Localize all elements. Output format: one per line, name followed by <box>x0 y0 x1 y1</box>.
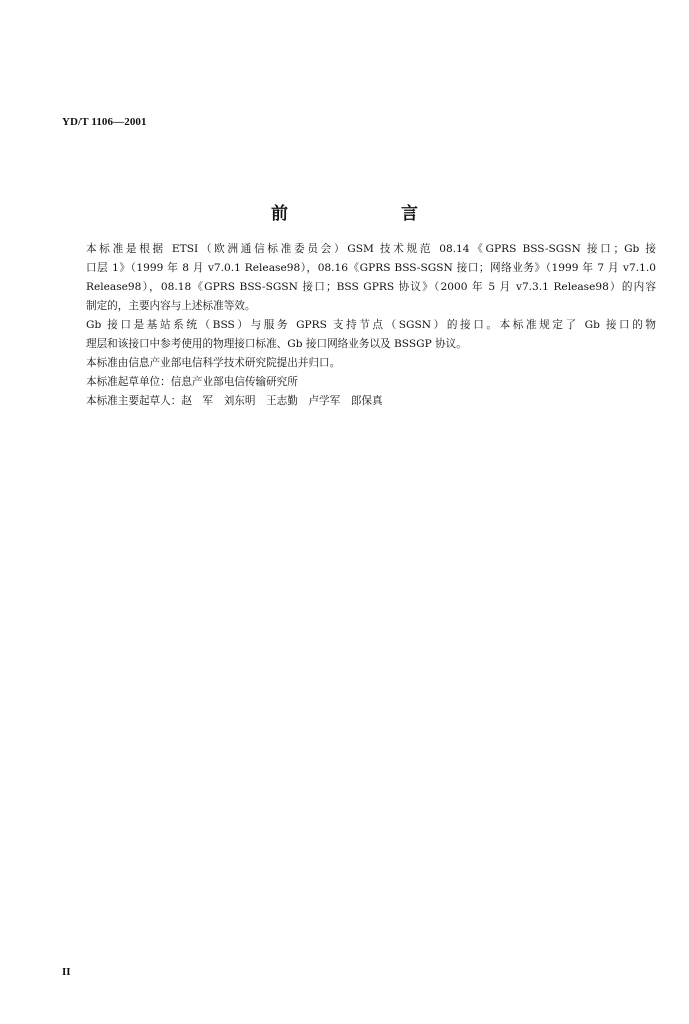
paragraph-line: 本标准由信息产业部电信科学技术研究院提出并归口。 <box>86 357 341 369</box>
paragraph-line: 口层 1》（1999 年 8 月 v7.0.1 Release98），08.16《GPRS BSS-SGSN 接口；网络业务》（1999 年 7 月 v7.1.0 <box>86 262 656 274</box>
page-title: 前 言 <box>271 204 466 224</box>
paragraph-line: 制定的，主要内容与上述标准等效。 <box>86 300 256 312</box>
paragraph-scope <box>62 316 656 354</box>
paragraph-basis <box>62 240 656 316</box>
paragraph-line: Release98），08.18《GPRS BSS-SGSN 接口；BSS GPRS 协议》（2000 年 5 月 v7.3.1 Release98）的内容 <box>86 281 656 293</box>
paragraph-proposer <box>62 354 656 373</box>
paragraph-line: 本标准起草单位：信息产业部电信传输研究所 <box>86 376 298 388</box>
paragraph-drafting-unit <box>62 373 656 392</box>
page-number: II <box>62 966 71 978</box>
paragraph-drafters <box>62 392 656 411</box>
preface-body <box>62 240 656 411</box>
standard-code: YD/T 1106—2001 <box>62 116 147 128</box>
paragraph-line: 理层和该接口中参考使用的物理接口标准、Gb 接口网络业务以及 BSSGP 协议。 <box>86 338 467 350</box>
paragraph-line: Gb 接口是基站系统（BSS）与服务 GPRS 支持节点（SGSN）的接口。本标准规定了 Gb 接口的物 <box>86 319 656 331</box>
paragraph-line: 本标准是根据 ETSI（欧洲通信标准委员会）GSM 技术规范 08.14《GPRS BSS-SGSN 接口；Gb 接 <box>86 243 656 255</box>
paragraph-line: 本标准主要起草人：赵 军 刘东明 王志勤 卢学军 郎保真 <box>86 395 383 407</box>
